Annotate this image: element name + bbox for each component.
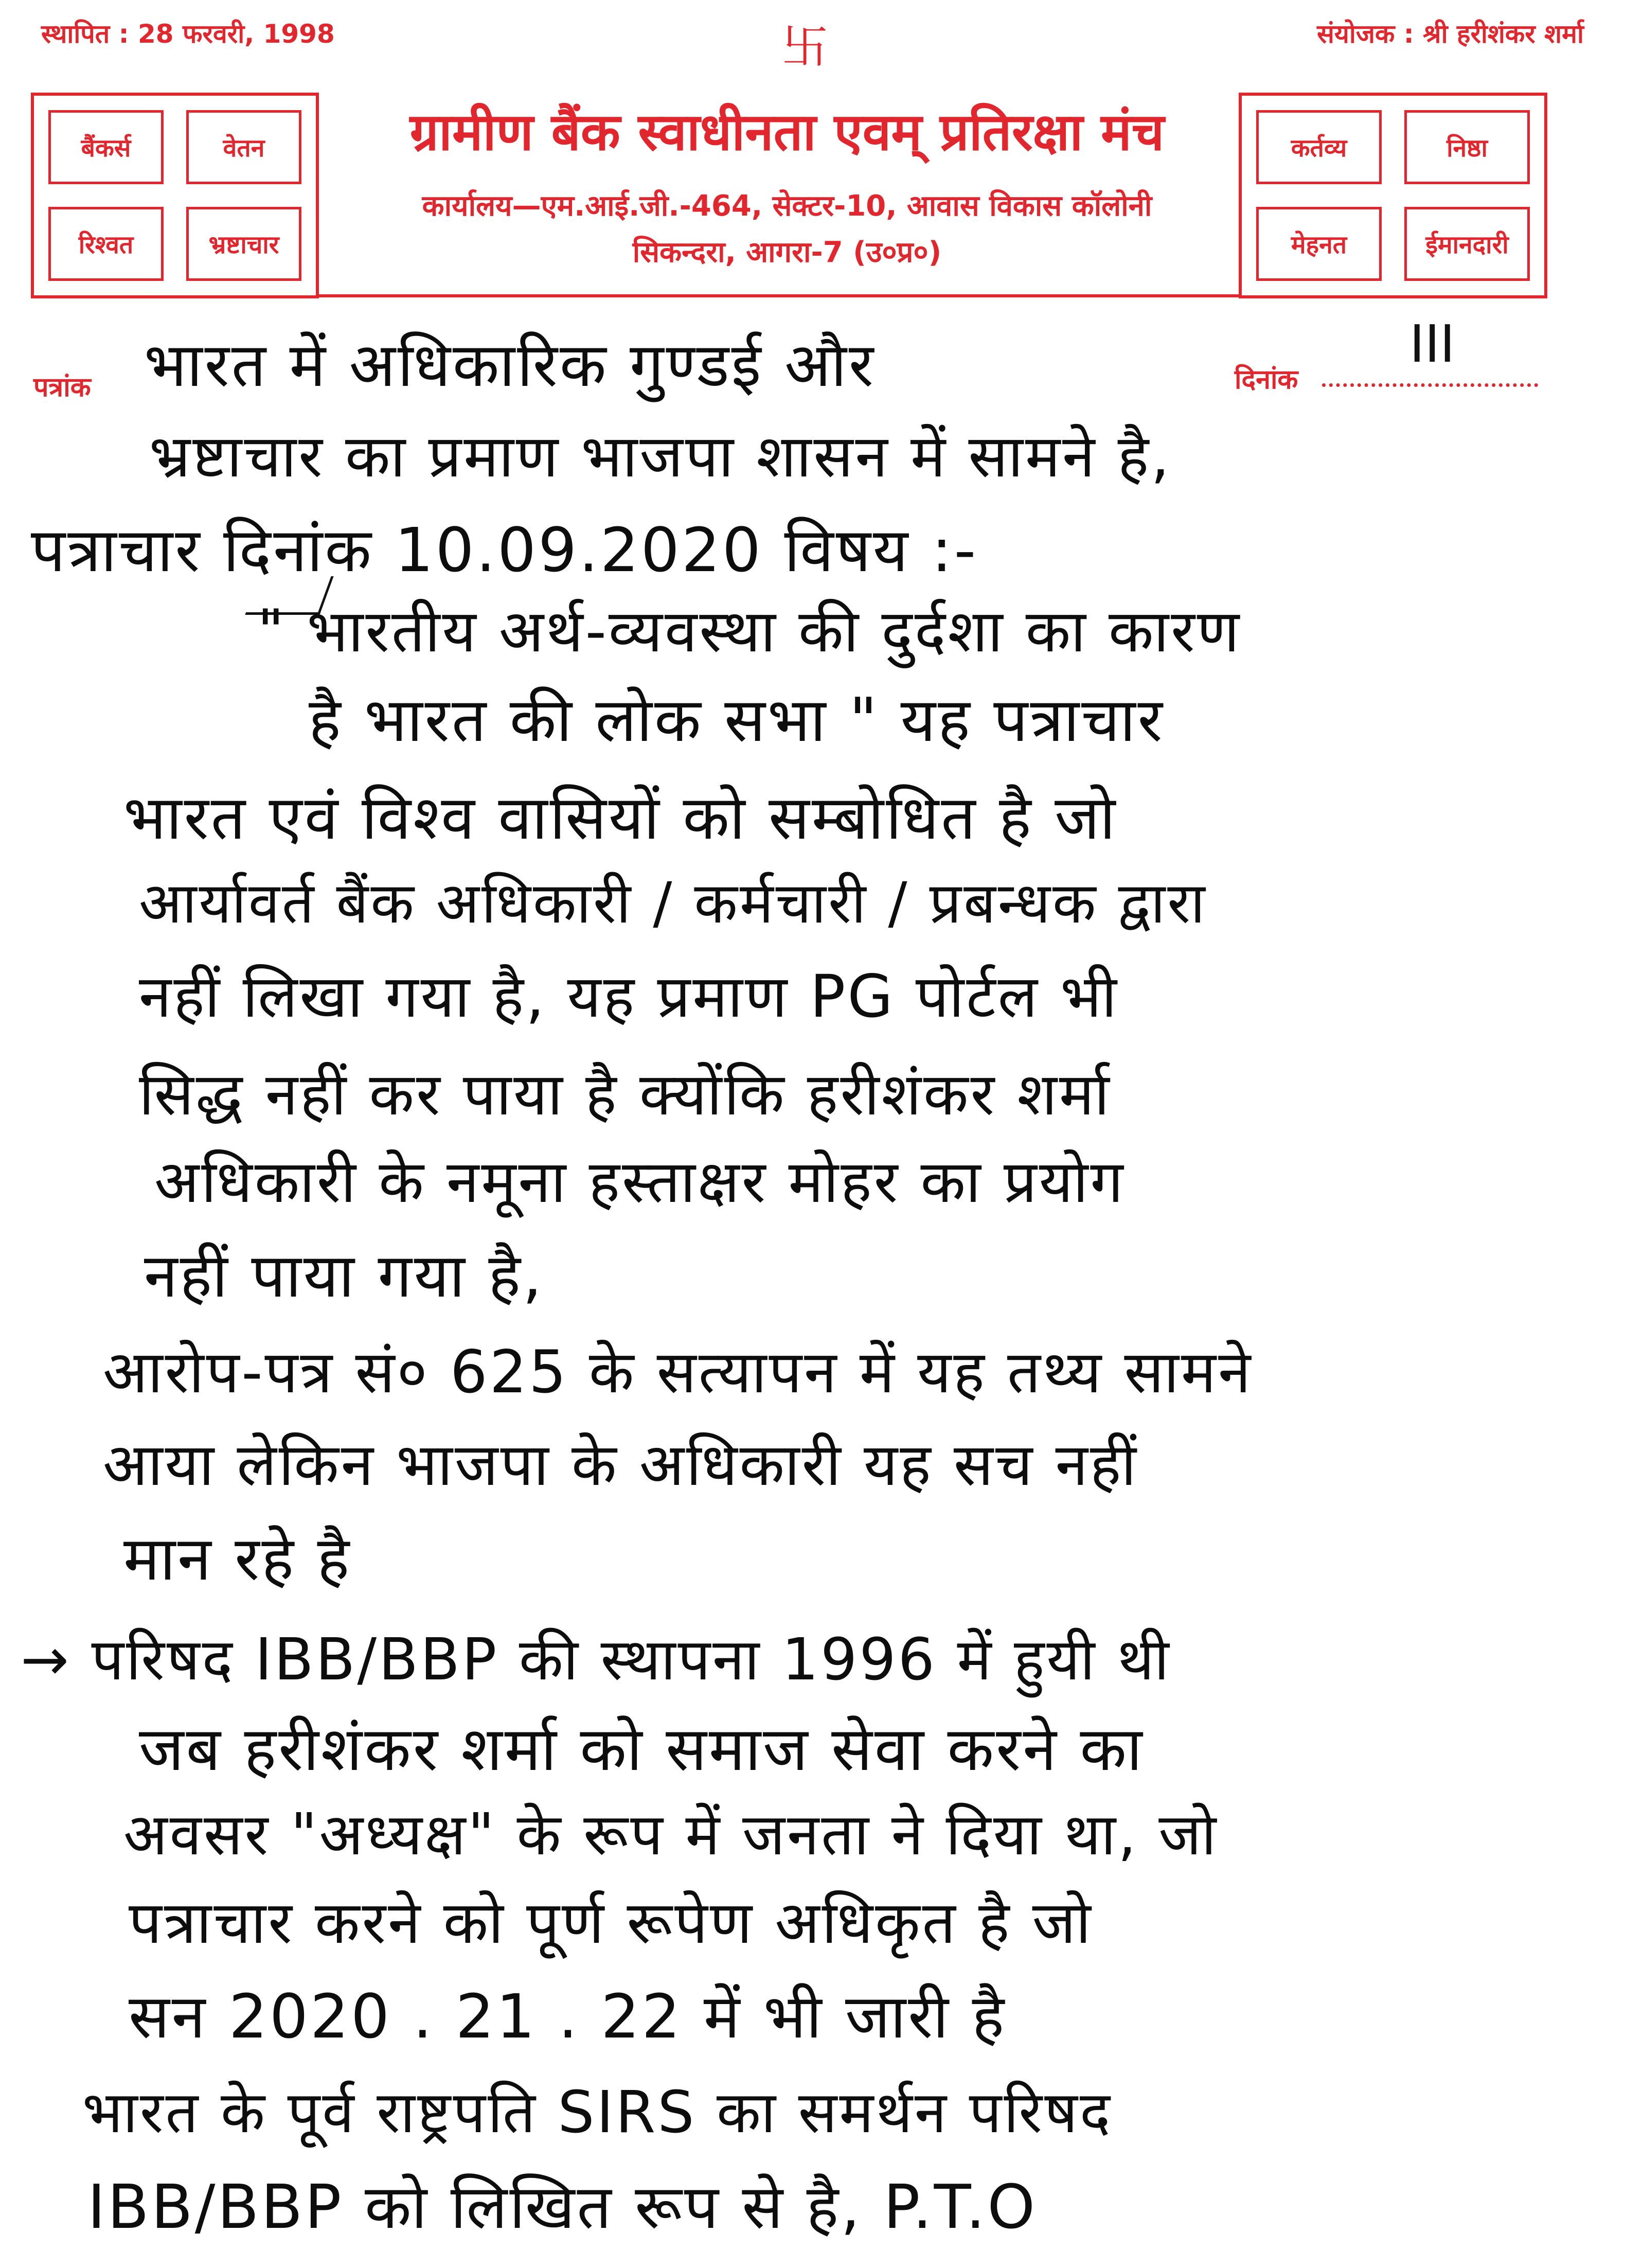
office-address-line2: सिकन्दरा, आगरा-7 (उ०प्र०) [632, 236, 942, 269]
keyword-corruption: भ्रष्टाचार [186, 207, 301, 281]
handwritten-line: " भारतीय अर्थ-व्यवस्था की दुर्दशा का कारण [257, 597, 1242, 665]
established-date: स्थापित : 28 फरवरी, 1998 [41, 19, 335, 49]
handwritten-line: भारत के पूर्व राष्ट्रपति SIRS का समर्थन परिषद [82, 2079, 1113, 2146]
handwritten-line: → परिषद IBB/BBP की स्थापना 1996 में हुयी थी [21, 1626, 1171, 1693]
handwritten-line: भारत में अधिकारिक गुण्डई और [144, 329, 876, 400]
keyword-salary: वेतन [186, 110, 301, 184]
handwritten-line: भ्रष्टाचार का प्रमाण भाजपा शासन में सामने है, [149, 422, 1172, 490]
handwritten-line: अधिकारी के नमूना हस्ताक्षर मोहर का प्रयोग [154, 1147, 1126, 1216]
organization-name: ग्रामीण बैंक स्वाधीनता एवम् प्रतिरक्षा मंच [409, 102, 1165, 162]
handwritten-line: नहीं लिखा गया है, यह प्रमाण PG पोर्टल भी [139, 962, 1119, 1031]
keyword-honesty: ईमानदारी [1404, 207, 1530, 281]
header-divider [319, 294, 1240, 297]
handwritten-line: सिद्ध नहीं कर पाया है क्योंकि हरीशंकर शर्मा [139, 1060, 1112, 1128]
top-scribble: III [1409, 314, 1455, 374]
handwritten-line: मान रहे है [123, 1523, 352, 1594]
handwritten-line: पत्राचार दिनांक 10.09.2020 विषय :- [31, 515, 978, 586]
handwritten-line: सन 2020 . 21 . 22 में भी जारी है [129, 1981, 1007, 2052]
keyword-duty: कर्तव्य [1256, 110, 1382, 184]
keyword-bankers: बैंकर्स [48, 110, 164, 184]
right-keyword-box [1239, 93, 1547, 298]
swastika-icon: 卐 [782, 20, 828, 74]
handwritten-line: जब हरीशंकर शर्मा को समाज सेवा करने का [139, 1713, 1145, 1784]
handwritten-line: पत्राचार करने को पूर्ण रूपेण अधिकृत है जो [129, 1888, 1093, 1957]
handwritten-line: आर्यावर्त बैंक अधिकारी / कर्मचारी / प्रबन्धक द्वारा [139, 870, 1207, 936]
keyword-hard-work: मेहनत [1256, 207, 1382, 281]
office-address-line1: कार्यालय—एम.आई.जी.-464, सेक्टर-10, आवास विकास कॉलोनी [422, 189, 1152, 223]
handwritten-line: आरोप-पत्र सं० 625 के सत्यापन में यह तथ्य सामने [103, 1338, 1253, 1406]
handwritten-line: आया लेकिन भाजपा के अधिकारी यह सच नहीं [103, 1430, 1138, 1499]
handwritten-line: IBB/BBP को लिखित रूप से है, P.T.O [87, 2171, 1038, 2242]
handwritten-line: अवसर "अध्यक्ष" के रूप में जनता ने दिया था, जो [123, 1801, 1219, 1868]
keyword-bribe: रिश्वत [48, 207, 164, 281]
handwritten-line: है भारत की लोक सभा " यह पत्राचार [309, 684, 1165, 755]
convener-name: संयोजक : श्री हरीशंकर शर्मा [1317, 19, 1584, 49]
date-label: दिनांक [1235, 364, 1298, 395]
date-field-dotted-line [1322, 383, 1538, 387]
handwritten-line: नहीं पाया गया है, [144, 1240, 544, 1311]
keyword-loyalty: निष्ठा [1404, 110, 1530, 184]
letter-number-label: पत्रांक [33, 372, 91, 403]
left-keyword-box [31, 93, 319, 298]
handwritten-line: भारत एवं विश्व वासियों को सम्बोधित है जो [123, 782, 1118, 853]
